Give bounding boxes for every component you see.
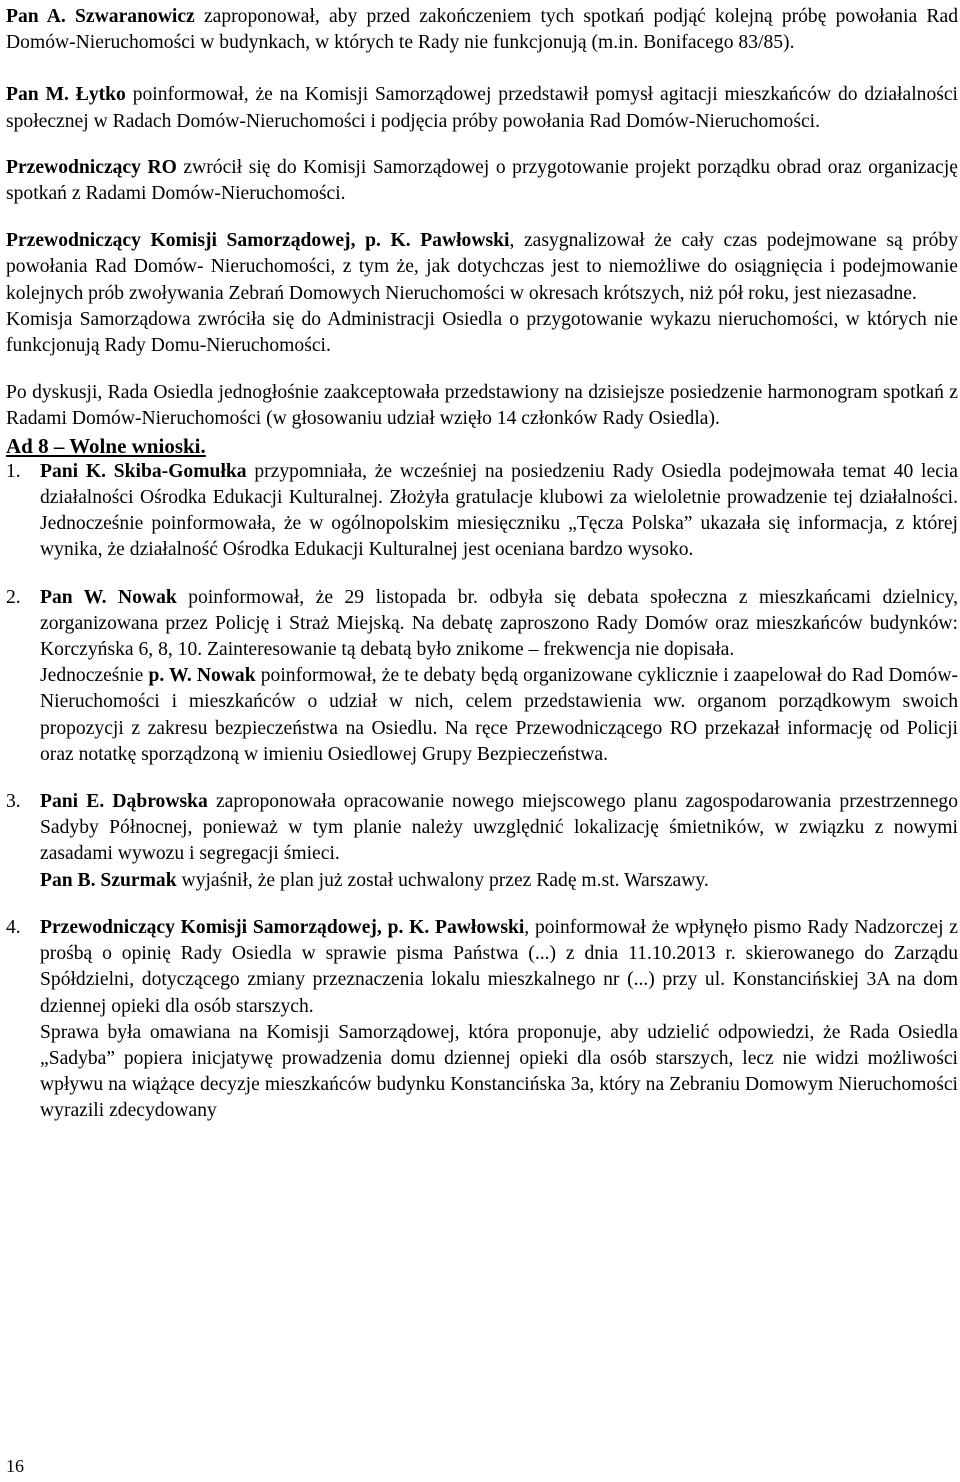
speaker-name: Pani E. Dąbrowska xyxy=(40,791,208,813)
paragraph-komisja xyxy=(6,307,958,359)
section-heading: Ad 8 – Wolne wnioski. xyxy=(6,433,206,458)
list-number: 1. xyxy=(6,460,21,482)
list-item-3 xyxy=(6,789,958,894)
paragraph-text: zwrócił się do Komisji Samorządowej o przygotowanie projekt porządku obrad oraz organizację spotkań z Radami Domów-Nieruchomości. xyxy=(6,156,958,205)
paragraph-lytko xyxy=(6,82,958,134)
list-item-body xyxy=(40,459,958,564)
page-number: 16 xyxy=(6,1456,24,1476)
document-page xyxy=(6,4,958,1125)
speaker-name: Pan B. Szurmak xyxy=(40,869,177,891)
item-text: poinformował, że te debaty będą organizowane cyklicznie i zaapelował do Rad Domów-Nieruchomości i mieszkańców o udział w nich, celem przedstawienia ww. organom porządkowym swoich propozycji z zakresu bezpieczeństwa na Osiedlu. Na ręce Przewodniczącego RO przekazał informację od Policji oraz notatkę sporządzoną w imieniu Osiedlowej Grupy Bezpieczeństwa. xyxy=(40,665,959,765)
item-text: Sprawa była omawiana na Komisji Samorządowej, która proponuje, aby udzielić odpowiedzi, że Rada Osiedla „Sadyba” popiera inicjatywę prowadzenia domu dziennej opieki dla osób starszych, lecz nie widzi możliwości wpływu na wiążące decyzje mieszkańców budynku Konstancińska 3a, który na Zebraniu Domowym Nieruchomości wyrazili zdecydowany xyxy=(40,1021,958,1122)
speaker-name: Pan M. Łytko xyxy=(6,84,126,106)
list-number: 4. xyxy=(6,916,21,938)
speaker-name: Pan W. Nowak xyxy=(40,586,177,608)
item-text: , poinformował że wpłynęło pismo Rady Nadzorczej z prośbą o opinię Rady Osiedla w sprawie pisma Państwa (...) z dnia 11.10.2013 r. skierowanego do Zarządu Spółdzielni, dotyczącego zmiany przeznaczenia lokalu mieszkalnego nr (...) przy ul. Konstancińskiej 3A na dom dziennej opieki dla osób starszych. xyxy=(40,916,958,1017)
item-text: zaproponowała opracowanie nowego miejscowego planu zagospodarowania przestrzennego Sadyby Północnej, ponieważ w tym planie należy uwzględnić lokalizację śmietników, w związku z nowymi zasadami wywozu i segregacji śmieci. xyxy=(40,791,958,865)
speaker-name: p. W. Nowak xyxy=(148,665,256,687)
speaker-name: Przewodniczący Komisji Samorządowej, p. K. Pawłowski xyxy=(40,916,525,938)
speaker-name: Pan A. xyxy=(6,6,66,27)
item-text: wyjaśnił, że plan już został uchwalony przez Radę m.st. Warszawy. xyxy=(176,869,709,891)
list-item-1 xyxy=(6,459,958,564)
paragraph-szwaranowicz xyxy=(6,4,958,56)
item-text: przypomniała, że wcześniej na posiedzeniu Rady Osiedla podejmowała temat 40 lecia działalności Ośrodka Edukacji Kulturalnej. Złożyła gratulacje klubowi za wieloletnie prowadzenie tej działalności. Jednocześnie poinformowała, że w ogólnopolskim miesięczniku „Tęcza Polska” ukazała się informacja, z której wynika, że działalność Ośrodka Edukacji Kulturalnej jest oceniana bardzo wysoko. xyxy=(40,460,958,561)
paragraph-dyskusja xyxy=(6,380,958,432)
speaker-name: Pani K. Skiba-Gomułka xyxy=(40,460,247,482)
item-text: poinformował, że 29 listopada br. odbyła się debata społeczna z mieszkańcami dzielnicy, zorganizowana przez Policję i Straż Miejską. Na debatę zaproszono Rady Domów oraz mieszkańców budynków: Korczyńska 6, 8, 10. Zainteresowanie tą debatą było znikome – frekwencja nie dopisała. xyxy=(40,586,958,661)
list-number: 2. xyxy=(6,586,21,608)
paragraph-text: zaproponował, aby przed zakończeniem tych spotkań podjąć kolejną próbę powołania Rad Domów-Nieruchomości w budynkach, w których te Rady nie funkcjonują (m.in. Bonifacego 83/85). xyxy=(6,6,958,54)
list-item-4 xyxy=(6,915,958,1125)
list-number: 3. xyxy=(6,791,21,813)
item-text-prefix: Jednocześnie xyxy=(40,665,149,687)
list-item-body xyxy=(40,915,958,1125)
paragraph-text: Komisja Samorządowa zwróciła się do Administracji Osiedla o przygotowanie wykazu nieruchomości, w których nie funkcjonują Rady Domu-Nieruchomości. xyxy=(6,308,958,357)
list-item-body xyxy=(40,585,958,768)
speaker-name: Przewodniczący RO xyxy=(6,156,177,178)
paragraph-pawlowski xyxy=(6,228,958,307)
list-item-body xyxy=(40,789,958,894)
paragraph-text: , zasygnalizował że cały czas podejmowane są próby powołania Rad Domów- Nieruchomości, z tym że, jak dotychczas jest to niemożliwe do osiągnięcia i podejmowanie kolejnych prób zwoływania Zebrań Domowych Nieruchomości w okresach krótszych, niż pół roku, jest niezasadne. xyxy=(6,230,958,304)
paragraph-text: Po dyskusji, Rada Osiedla jednogłośnie zaakceptowała przedstawiony na dzisiejsze posiedzenie harmonogram spotkań z Radami Domów-Nieruchomości (w głosowaniu udział wzięło 14 członków Rady Osiedla). xyxy=(6,382,958,430)
paragraph-przewodniczacy-ro xyxy=(6,155,958,207)
speaker-surname: Szwaranowicz xyxy=(75,6,195,27)
paragraph-text: poinformował, że na Komisji Samorządowej przedstawił pomysł agitacji mieszkańców do działalności społecznej w Radach Domów-Nieruchomości i podjęcia próby powołania Rad Domów-Nieruchomości. xyxy=(6,84,959,132)
speaker-name: Przewodniczący Komisji Samorządowej, p. K. Pawłowski xyxy=(6,230,510,252)
list-item-2 xyxy=(6,585,958,768)
